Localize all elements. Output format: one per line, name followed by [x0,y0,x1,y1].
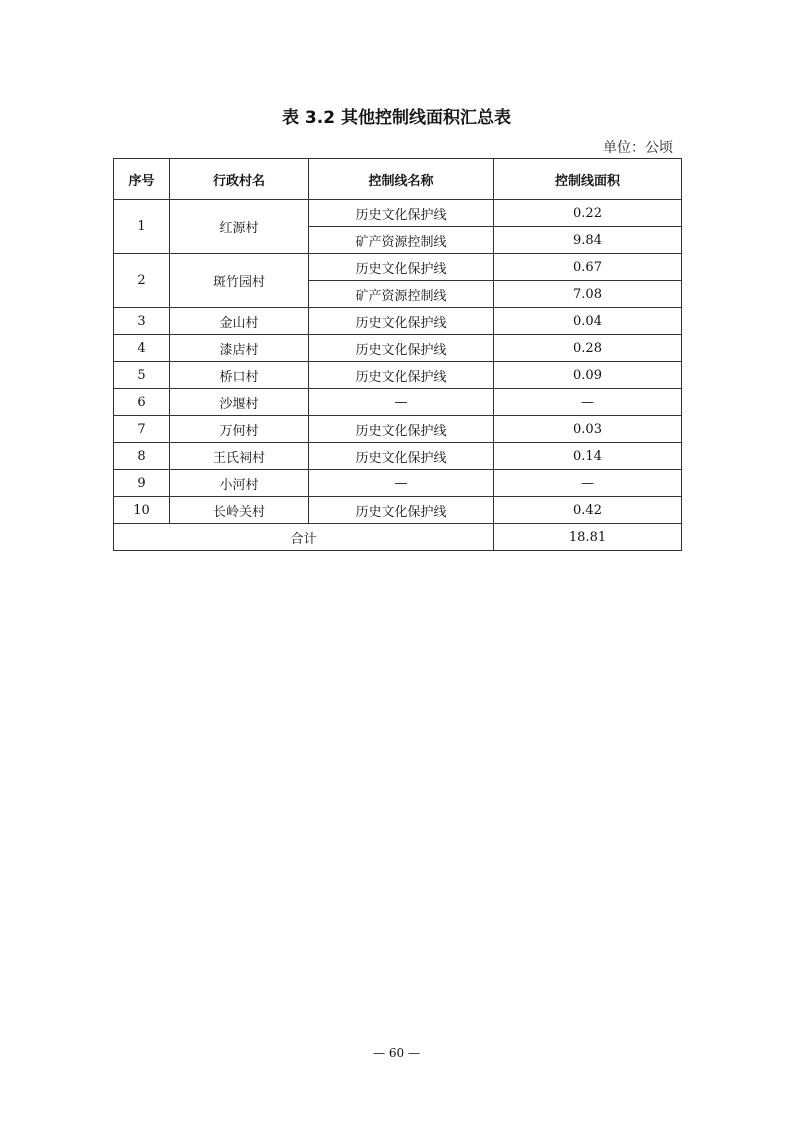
cell-village: 漆店村 [170,335,309,362]
cell-no: 10 [114,497,170,524]
cell-line-name: 矿产资源控制线 [309,281,494,308]
table-row [114,389,682,416]
table-row [114,362,682,389]
cell-line-name: 历史文化保护线 [309,416,494,443]
header-line-area: 控制线面积 [494,159,682,200]
cell-no: 6 [114,389,170,416]
cell-no: 8 [114,443,170,470]
cell-line-name: — [309,470,494,497]
cell-line-area: 0.09 [494,362,682,389]
cell-line-area: 0.04 [494,308,682,335]
unit-label: 单位：公顷 [603,140,673,156]
header-no: 序号 [114,159,170,200]
table-row [114,200,682,227]
cell-line-area: 0.14 [494,443,682,470]
cell-line-name: 历史文化保护线 [309,362,494,389]
cell-line-area: 0.22 [494,200,682,227]
total-value: 18.81 [494,524,682,551]
cell-village: 沙堰村 [170,389,309,416]
cell-no: 3 [114,308,170,335]
cell-line-area: 0.03 [494,416,682,443]
cell-no: 2 [114,254,170,308]
cell-line-area: 0.28 [494,335,682,362]
page-number: — 60 — [373,1046,420,1060]
cell-line-area: 9.84 [494,227,682,254]
cell-line-area: — [494,389,682,416]
table-row [114,443,682,470]
control-line-table [113,158,682,551]
cell-line-name: 历史文化保护线 [309,443,494,470]
cell-no: 7 [114,416,170,443]
cell-line-name: — [309,389,494,416]
cell-line-area: 0.67 [494,254,682,281]
table-row [114,254,682,281]
cell-line-name: 历史文化保护线 [309,335,494,362]
cell-village: 小河村 [170,470,309,497]
cell-line-name: 历史文化保护线 [309,254,494,281]
cell-line-name: 矿产资源控制线 [309,227,494,254]
header-row [114,159,682,200]
cell-no: 5 [114,362,170,389]
cell-village: 桥口村 [170,362,309,389]
cell-village: 长岭关村 [170,497,309,524]
table-row [114,335,682,362]
cell-line-name: 历史文化保护线 [309,200,494,227]
cell-village: 斑竹园村 [170,254,309,308]
cell-line-name: 历史文化保护线 [309,308,494,335]
table-body [114,200,682,524]
cell-line-area: 0.42 [494,497,682,524]
cell-line-area: — [494,470,682,497]
cell-no: 4 [114,335,170,362]
table-row [114,470,682,497]
cell-line-name: 历史文化保护线 [309,497,494,524]
cell-no: 9 [114,470,170,497]
total-label: 合计 [114,524,494,551]
table-row [114,497,682,524]
cell-village: 红源村 [170,200,309,254]
total-row [114,524,682,551]
cell-line-area: 7.08 [494,281,682,308]
header-line-name: 控制线名称 [309,159,494,200]
cell-village: 金山村 [170,308,309,335]
table-title: 表 3.2 其他控制线面积汇总表 [282,108,511,128]
header-village: 行政村名 [170,159,309,200]
table-row [114,416,682,443]
cell-no: 1 [114,200,170,254]
table-row [114,308,682,335]
cell-village: 王氏祠村 [170,443,309,470]
cell-village: 万何村 [170,416,309,443]
